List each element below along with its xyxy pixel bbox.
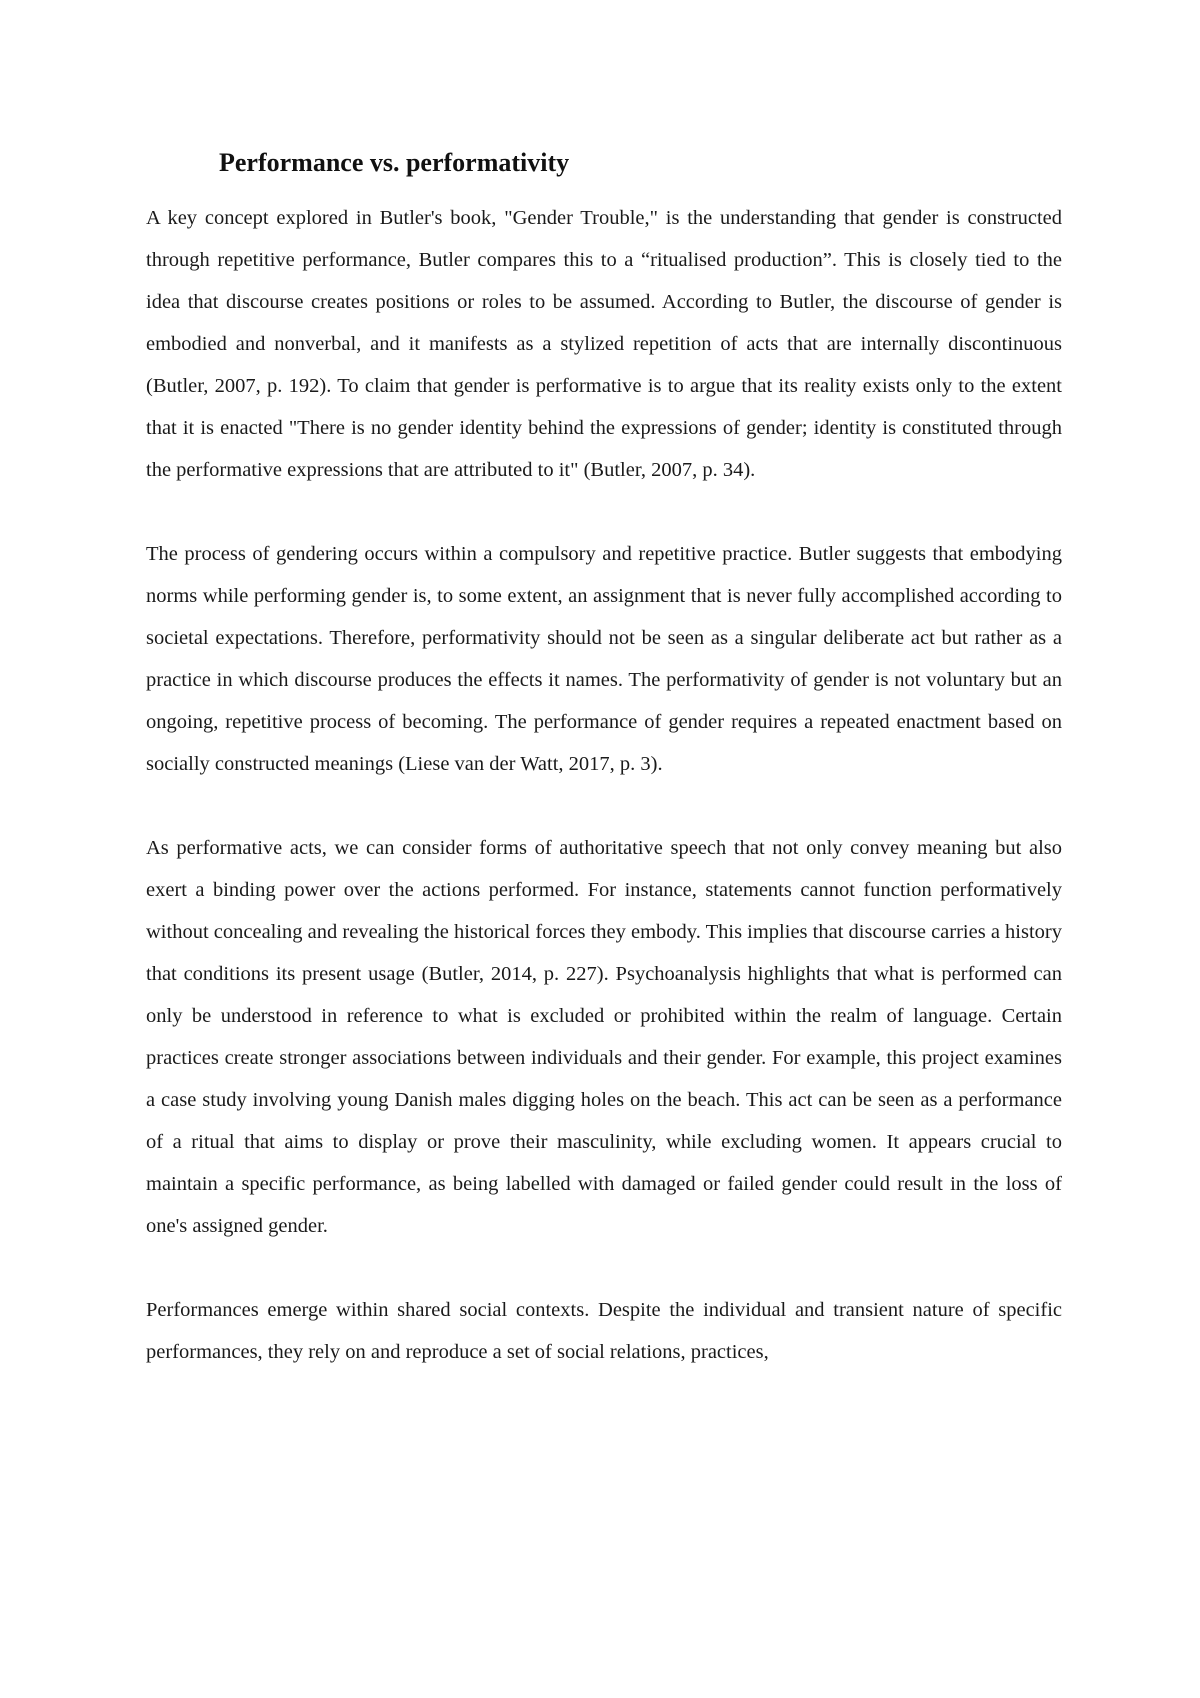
body-text [146,197,1062,1373]
paragraph: A key concept explored in Butler's book, "Gender Trouble," is the understanding that gender is constructed through repetitive performance, Butler compares this to a “ritualised production”. This is closely tied to the idea that discourse creates positions or roles to be assumed. According to Butler, the discourse of gender is embodied and nonverbal, and it manifests as a stylized repetition of acts that are internally discontinuous (Butler, 2007, p. 192). To claim that gender is performative is to argue that its reality exists only to the extent that it is enacted "There is no gender identity behind the expressions of gender; identity is constituted through the performative expressions that are attributed to it" (Butler, 2007, p. 34). [146,207,1062,481]
paragraph: Performances emerge within shared social contexts. Despite the individual and transient nature of specific performances, they rely on and reproduce a set of social relations, practices, [146,1299,1062,1363]
paragraph: The process of gendering occurs within a compulsory and repetitive practice. Butler suggests that embodying norms while performing gender is, to some extent, an assignment that is never fully accomplished according to societal expectations. Therefore, performativity should not be seen as a singular deliberate act but rather as a practice in which discourse produces the effects it names. The performativity of gender is not voluntary but an ongoing, repetitive process of becoming. The performance of gender requires a repeated enactment based on socially constructed meanings (Liese van der Watt, 2017, p. 3). [146,543,1062,775]
paragraph: As performative acts, we can consider forms of authoritative speech that not only convey meaning but also exert a binding power over the actions performed. For instance, statements cannot function performatively without concealing and revealing the historical forces they embody. This implies that discourse carries a history that conditions its present usage (Butler, 2014, p. 227). Psychoanalysis highlights that what is performed can only be understood in reference to what is excluded or prohibited within the realm of language. Certain practices create stronger associations between individuals and their gender. For example, this project examines a case study involving young Danish males digging holes on the beach. This act can be seen as a performance of a ritual that aims to display or prove their masculinity, while excluding women. It appears crucial to maintain a specific performance, as being labelled with damaged or failed gender could result in the loss of one's assigned gender. [146,837,1062,1237]
section-heading: Performance vs. performativity [219,148,570,177]
